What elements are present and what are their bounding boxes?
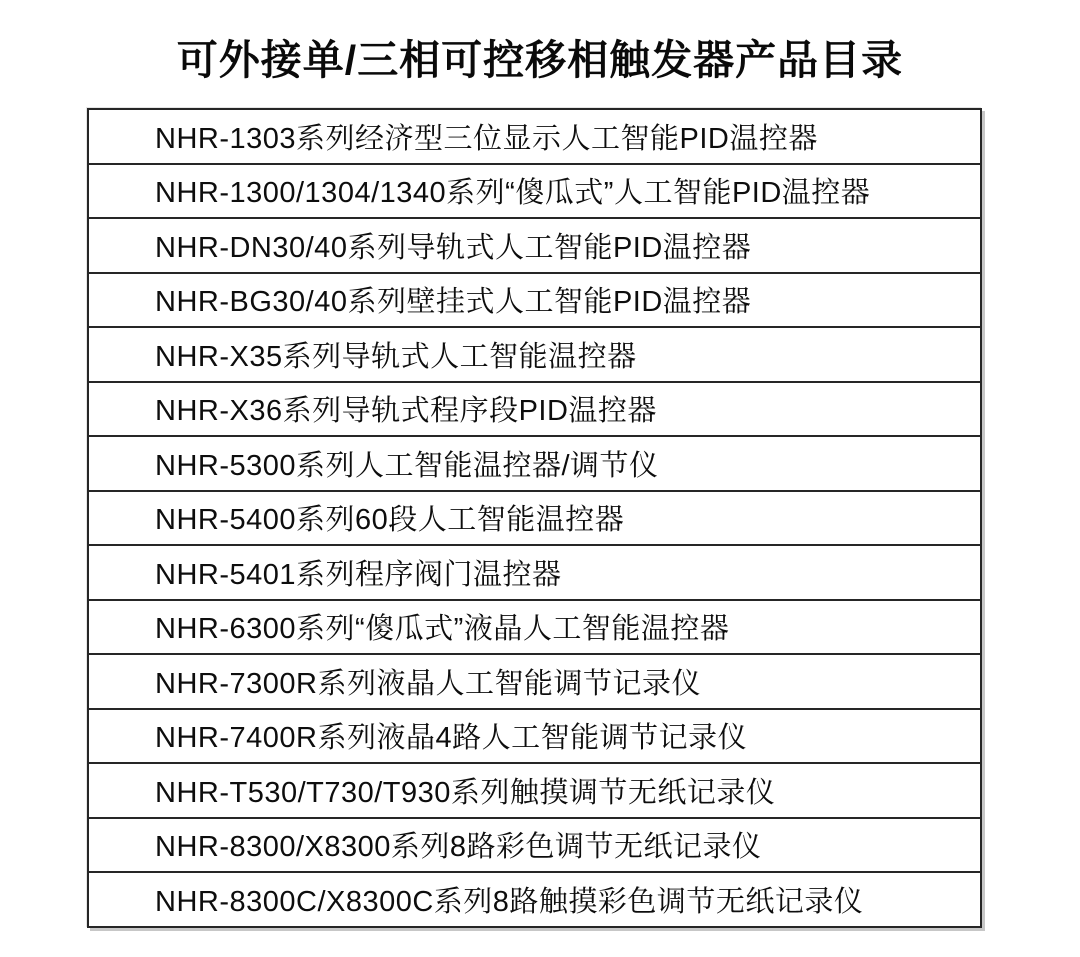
list-item: NHR-5400系列60段人工智能温控器 bbox=[89, 492, 980, 547]
list-item: NHR-1300/1304/1340系列“傻瓜式”人工智能PID温控器 bbox=[89, 165, 980, 220]
list-item: NHR-7300R系列液晶人工智能调节记录仪 bbox=[89, 655, 980, 710]
list-item: NHR-X36系列导轨式程序段PID温控器 bbox=[89, 383, 980, 438]
list-item: NHR-X35系列导轨式人工智能温控器 bbox=[89, 328, 980, 383]
product-catalog-table bbox=[87, 108, 982, 928]
list-item: NHR-T530/T730/T930系列触摸调节无纸记录仪 bbox=[89, 764, 980, 819]
list-item: NHR-8300C/X8300C系列8路触摸彩色调节无纸记录仪 bbox=[155, 886, 864, 918]
list-item: NHR-6300系列“傻瓜式”液晶人工智能温控器 bbox=[89, 601, 980, 656]
list-item: NHR-BG30/40系列壁挂式人工智能PID温控器 bbox=[89, 274, 980, 329]
list-item: NHR-7400R系列液晶4路人工智能调节记录仪 bbox=[89, 710, 980, 765]
list-item: NHR-5300系列人工智能温控器/调节仪 bbox=[89, 437, 980, 492]
list-item: NHR-8300/X8300系列8路彩色调节无纸记录仪 bbox=[89, 819, 980, 874]
list-item: NHR-1303系列经济型三位显示人工智能PID温控器 bbox=[89, 110, 980, 165]
list-item: NHR-5401系列程序阀门温控器 bbox=[89, 546, 980, 601]
list-item: NHR-DN30/40系列导轨式人工智能PID温控器 bbox=[89, 219, 980, 274]
page-title: 可外接单/三相可控移相触发器产品目录 bbox=[176, 37, 904, 83]
